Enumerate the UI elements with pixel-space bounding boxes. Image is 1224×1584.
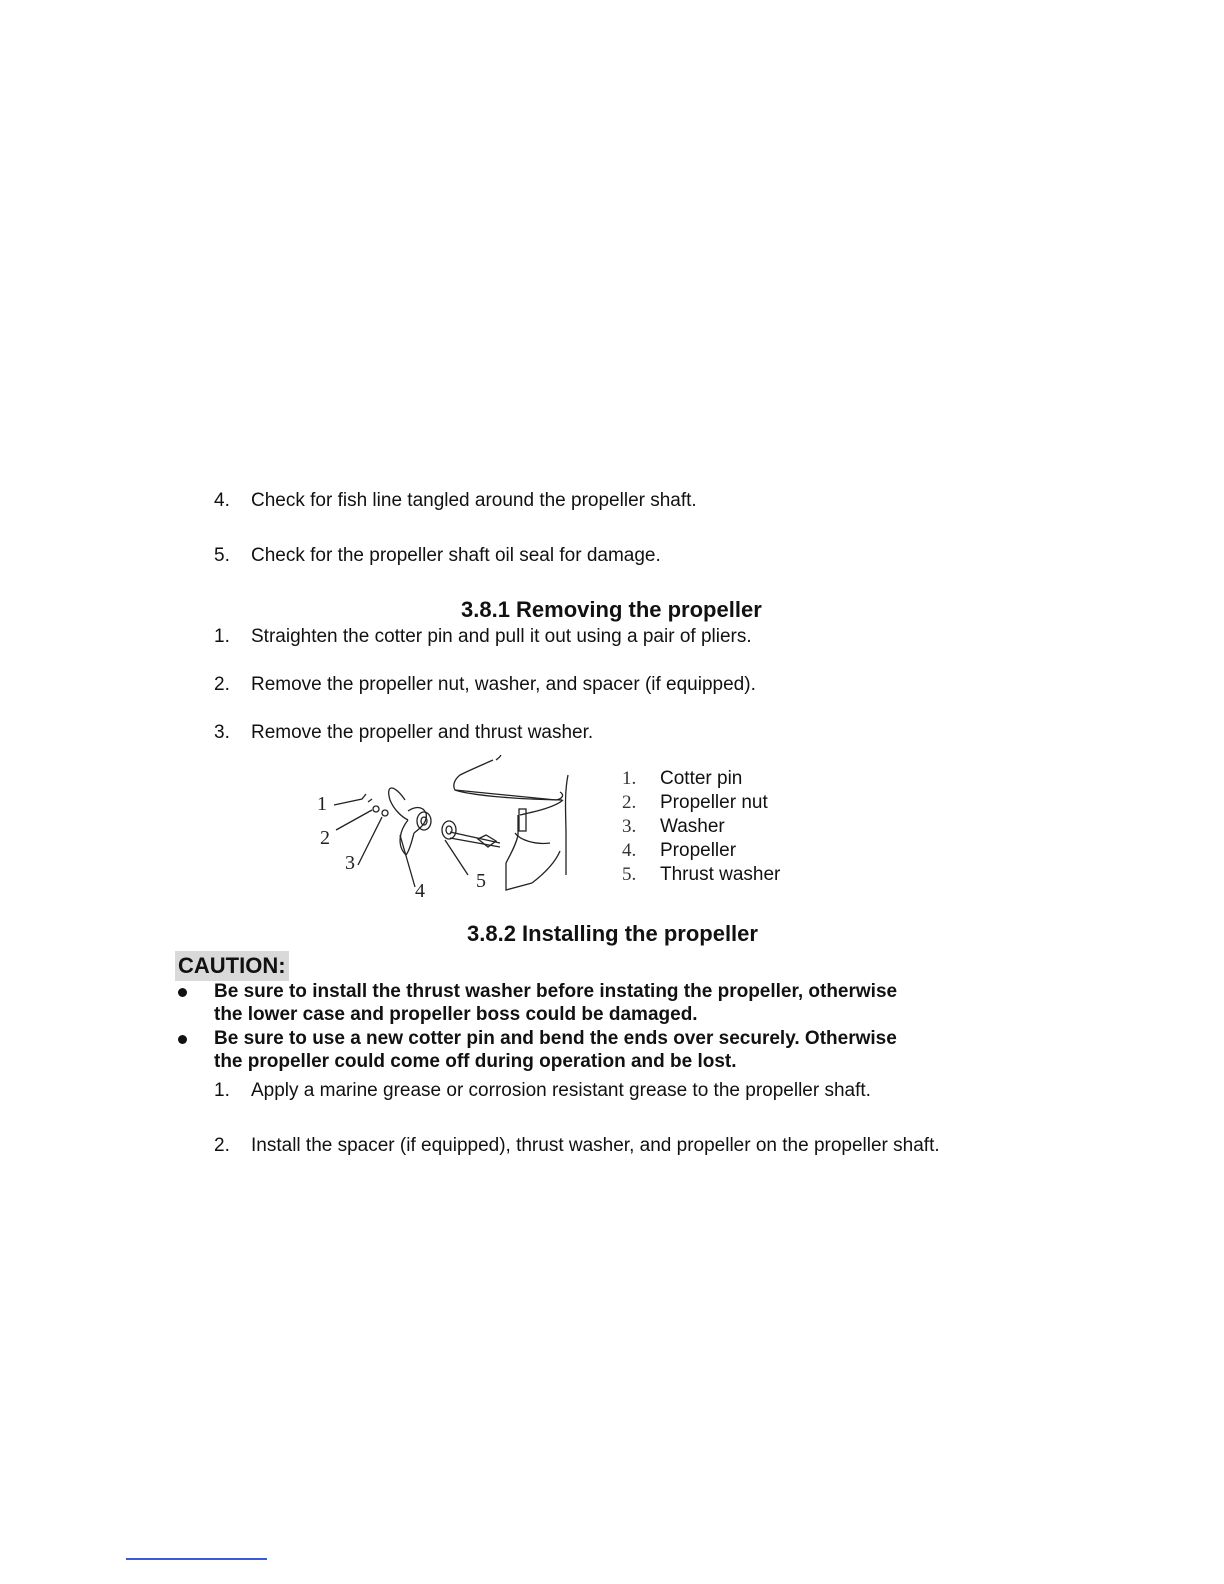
propeller-diagram — [310, 755, 600, 905]
callout-2: 2 — [320, 827, 330, 849]
caution-line: the propeller could come off during operation and be lost. — [214, 1051, 737, 1072]
caution-line: Be sure to install the thrust washer before instating the propeller, otherwise — [214, 981, 898, 1002]
caution-line: the lower case and propeller boss could be damaged. — [214, 1004, 698, 1025]
callout-3: 3 — [345, 852, 355, 874]
legend-text: Thrust washer — [660, 864, 781, 885]
step-number: 4. — [214, 490, 230, 511]
legend-number: 1. — [622, 768, 637, 789]
legend-text: Propeller — [660, 840, 737, 861]
step-number: 1. — [214, 1080, 230, 1101]
step-number: 2. — [214, 1135, 230, 1156]
step-number: 5. — [214, 545, 230, 566]
propeller-diagram-drawing — [310, 755, 600, 905]
section-heading-installing: 3.8.2 Installing the propeller — [467, 921, 758, 946]
legend-number: 5. — [622, 864, 637, 885]
legend-number: 2. — [622, 792, 637, 813]
step-text: Remove the propeller and thrust washer. — [251, 722, 594, 743]
bullet-icon — [178, 988, 187, 997]
step-text: Apply a marine grease or corrosion resistant grease to the propeller shaft. — [251, 1080, 871, 1101]
step-text: Remove the propeller nut, washer, and spacer (if equipped). — [251, 674, 756, 695]
caution-item — [178, 980, 998, 1030]
section-heading-removing: 3.8.1 Removing the propeller — [461, 597, 762, 622]
legend-number: 4. — [622, 840, 637, 861]
callout-5: 5 — [476, 870, 486, 892]
step-number: 2. — [214, 674, 230, 695]
figure-legend — [622, 768, 822, 893]
legend-text: Cotter pin — [660, 768, 743, 789]
legend-text: Propeller nut — [660, 792, 768, 813]
step-text: Check for fish line tangled around the propeller shaft. — [251, 490, 697, 511]
step-text: Straighten the cotter pin and pull it out using a pair of pliers. — [251, 626, 752, 647]
bullet-icon — [178, 1035, 187, 1044]
caution-line: Be sure to use a new cotter pin and bend the ends over securely. Otherwise — [214, 1028, 897, 1049]
caution-label: CAUTION: — [175, 951, 289, 981]
step-text: Install the spacer (if equipped), thrust washer, and propeller on the propeller shaft. — [251, 1135, 940, 1156]
footer-divider — [126, 1558, 267, 1560]
callout-1: 1 — [317, 793, 327, 815]
step-text: Check for the propeller shaft oil seal for damage. — [251, 545, 661, 566]
step-number: 1. — [214, 626, 230, 647]
callout-4: 4 — [415, 880, 425, 902]
caution-item — [178, 1027, 998, 1077]
step-number: 3. — [214, 722, 230, 743]
legend-number: 3. — [622, 816, 637, 837]
legend-text: Washer — [660, 816, 725, 837]
